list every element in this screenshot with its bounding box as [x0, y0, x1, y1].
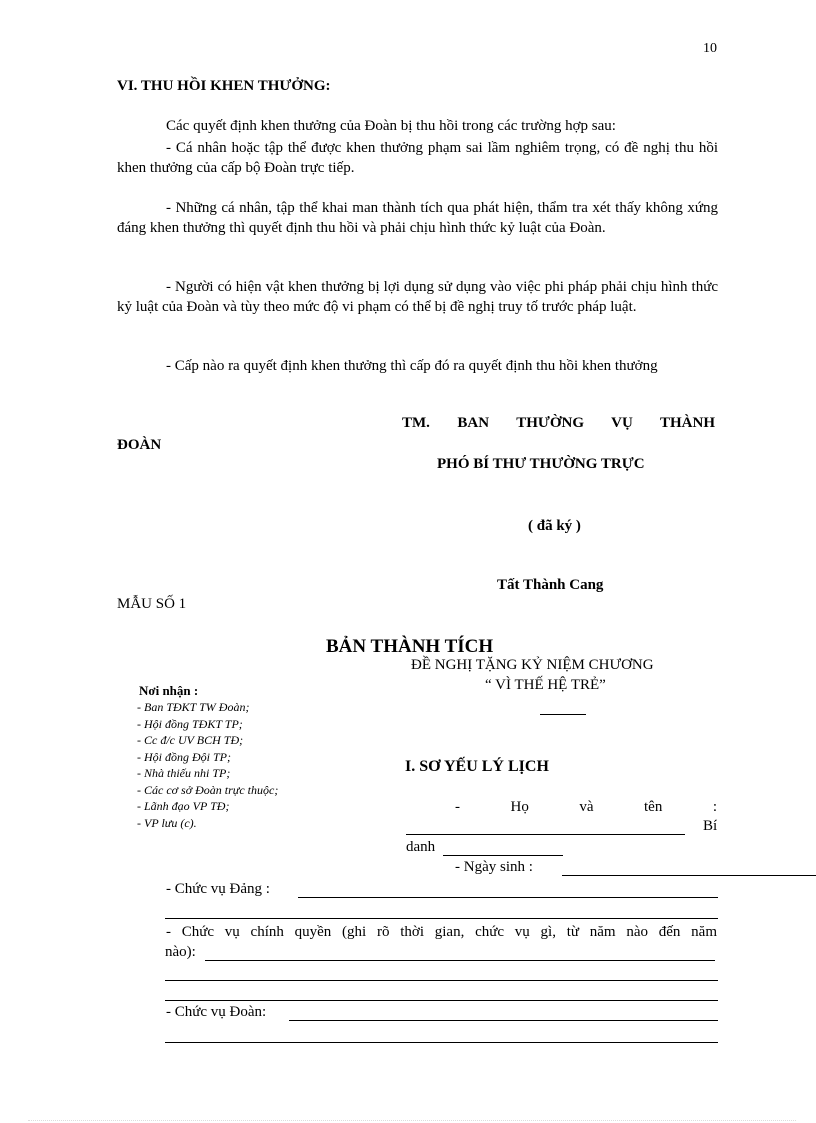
recipient-item: - VP lưu (c). — [137, 815, 197, 830]
ngay-sinh-label: - Ngày sinh : — [455, 859, 533, 875]
recipient-item: - Các cơ sở Đoàn trực thuộc; — [137, 782, 279, 797]
bi-danh-field[interactable] — [443, 855, 563, 856]
chuc-vu-chinh-quyen-label: - Chức vụ chính quyền (ghi rõ thời gian, chức vụ gì, từ năm nào đến năm — [166, 924, 717, 940]
ho-va-ten-field[interactable] — [406, 834, 685, 835]
chuc-vu-chinh-quyen-field-3[interactable] — [165, 1000, 718, 1001]
chuc-vu-doan-field[interactable] — [289, 1020, 718, 1021]
recipient-item: - Nhà thiếu nhi TP; — [137, 766, 231, 780]
chuc-vu-chinh-quyen-cont: nào): — [165, 944, 196, 960]
form-subtitle-2: “ VÌ THẾ HỆ TRẺ” — [485, 677, 606, 693]
signature-title: PHÓ BÍ THƯ THƯỜNG TRỰC — [437, 456, 645, 472]
paragraph-item-1: - Cá nhân hoặc tập thể được khen thưởng phạm sai lầm nghiêm trọng, có đề nghị thu hồi khen thưởng của cấp bộ Đoàn trực tiếp. — [117, 140, 718, 176]
recipient-item: - Hội đồng Đội TP; — [137, 749, 231, 764]
paragraph-item-3: - Người có hiện vật khen thưởng bị lợi dụng sử dụng vào việc phi pháp phải chịu hình thức kỷ luật của Đoàn và tùy theo mức độ vi phạm có thể bị đề nghị truy tố trước pháp luật. — [117, 279, 718, 315]
paragraph-item-4: - Cấp nào ra quyết định khen thưởng thì cấp đó ra quyết định thu hồi khen thưởng — [166, 358, 658, 374]
recipient-item: - Hội đồng TĐKT TP; — [137, 716, 243, 731]
page-bottom-edge — [28, 1120, 796, 1121]
chuc-vu-dang-field[interactable] — [298, 897, 718, 898]
page-number: 10 — [703, 41, 717, 56]
ngay-sinh-field[interactable] — [562, 875, 816, 876]
signature-name: Tất Thành Cang — [497, 577, 604, 593]
recipient-item: - Lãnh đạo VP TĐ; — [137, 799, 230, 813]
form-title: BẢN THÀNH TÍCH — [326, 636, 494, 657]
chuc-vu-dang-field-2[interactable] — [165, 918, 718, 919]
chuc-vu-chinh-quyen-field[interactable] — [205, 960, 715, 961]
signature-signed: ( đã ký ) — [528, 518, 581, 534]
section-intro: Các quyết định khen thưởng của Đoàn bị thu hồi trong các trường hợp sau: — [166, 118, 616, 134]
recipient-item: - Ban TĐKT TW Đoàn; — [137, 700, 250, 714]
ho-va-ten-label: - Họ và tên : — [455, 799, 717, 815]
form-label: MẪU SỐ 1 — [117, 596, 187, 612]
paragraph-item-2: - Những cá nhân, tập thể khai man thành tích qua phát hiện, thẩm tra xét thấy không xứng đáng khen thưởng thì quyết định thu hồi và phải chịu hình thức kỷ luật của Đoàn. — [117, 200, 718, 236]
bi-danh-label-part2: danh — [406, 839, 436, 855]
chuc-vu-dang-label: - Chức vụ Đảng : — [166, 881, 270, 897]
chuc-vu-doan-field-2[interactable] — [165, 1042, 718, 1043]
signature-line-1: TM. BAN THƯỜNG VỤ THÀNH — [402, 415, 715, 431]
chuc-vu-chinh-quyen-field-2[interactable] — [165, 980, 718, 981]
section-i-heading: I. SƠ YẾU LÝ LỊCH — [405, 758, 549, 775]
subtitle-underline — [540, 714, 586, 715]
form-subtitle-1: ĐỀ NGHỊ TẶNG KỶ NIỆM CHƯƠNG — [411, 657, 654, 673]
recipients-title: Nơi nhận : — [139, 683, 199, 698]
section-heading: VI. THU HỒI KHEN THƯỞNG: — [117, 78, 331, 94]
bi-danh-label-part1: Bí — [703, 818, 718, 834]
signature-line-1-cont: ĐOÀN — [117, 437, 162, 453]
chuc-vu-doan-label: - Chức vụ Đoàn: — [166, 1004, 267, 1020]
recipient-item: - Cc đ/c UV BCH TĐ; — [137, 733, 244, 747]
recipients-list — [137, 699, 278, 831]
